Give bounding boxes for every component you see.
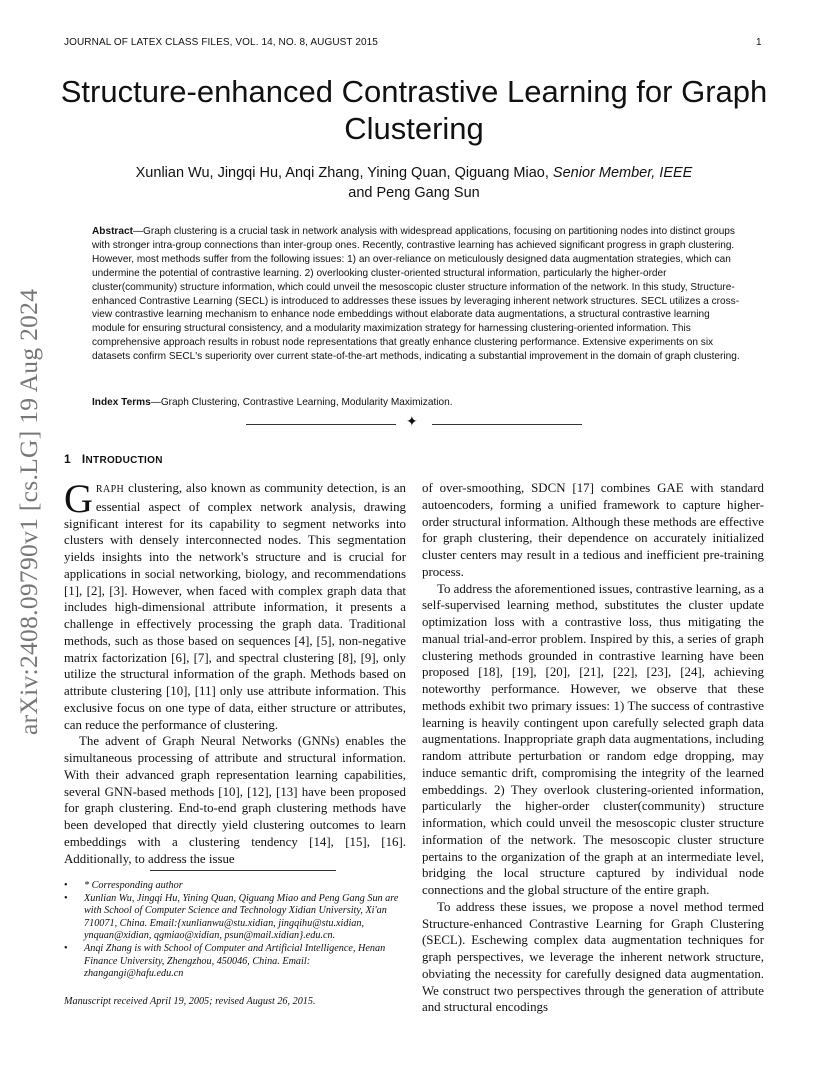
section-heading-introduction	[64, 452, 163, 466]
separator-rule-left	[246, 424, 396, 425]
footnotes	[64, 880, 406, 981]
index-terms-text: —Graph Clustering, Contrastive Learning, Modularity Maximization.	[150, 397, 453, 408]
page-number: 1	[756, 37, 762, 48]
footnote-rule	[150, 870, 336, 871]
right-text-column	[422, 480, 764, 1016]
arxiv-identifier-stamp[interactable]: arXiv:2408.09790v1 [cs.LG] 19 Aug 2024	[14, 288, 43, 735]
footnote-item: • Anqi Zhang is with School of Computer and Artificial Intelligence, Henan Finance University, Zhengzhou, 450046, China. Email: zhangangi@hafu.edu.cn	[64, 943, 406, 981]
author-last: and Peng Gang Sun	[348, 185, 480, 201]
section-title-initial: I	[81, 452, 86, 466]
abstract	[92, 225, 740, 364]
abstract-label: Abstract	[92, 226, 133, 237]
paragraph	[64, 476, 406, 733]
separator-rule-right	[432, 424, 582, 425]
footnote-item: • * Corresponding author	[64, 880, 406, 893]
section-title-rest: NTRODUCTION	[85, 455, 163, 466]
first-word-smallcaps: RAPH	[95, 484, 125, 495]
running-head: JOURNAL OF LATEX CLASS FILES, VOL. 14, NO. 8, AUGUST 2015	[64, 37, 378, 48]
index-terms	[92, 396, 740, 410]
separator-diamond-icon: ✦	[406, 415, 418, 430]
footnote-item: • Xunlian Wu, Jingqi Hu, Yining Quan, Qiguang Miao and Peng Gang Sun are with School of Computer Science and Technology Xidian University, Xi'an 710071, China. Email:{xunlianwu@stu.xidian, jingqihu@stu.xidian, ynquan@xidian, qgmiao@xidian, psun@mail.xidian}.edu.cn.	[64, 893, 406, 943]
index-terms-label: Index Terms	[92, 397, 151, 408]
author-list	[100, 163, 728, 203]
author-names: Xunlian Wu, Jingqi Hu, Anqi Zhang, Yining Quan, Qiguang Miao,	[135, 165, 549, 181]
author-role: Senior Member, IEEE	[552, 165, 693, 181]
paragraph: To address the aforementioned issues, contrastive learning, as a self-supervised learning method, substitutes the cluster update optimization loss with a contrastive loss, thus mitigating the manual trial-and-error problem. Inspired by this, a series of graph clustering methods grounded in contrastive learning have been proposed [18], [19], [20], [21], [22], [23], [24], achieving noteworthy performance. However, we observe that these methods exhibit two primary issues: 1) The success of contrastive learning is heavily contingent upon carefully selected graph data augmentations. Inappropriate graph data augmentations, including random attribute perturbation or random edge dropping, may induce semantic drift, compromising the integrity of the learned embeddings. 2) They overlook clustering-oriented information, particularly the higher-order cluster(community) structure information, which could unveil the mesoscopic cluster structure information of the network. The mesoscopic cluster structure pertains to the organization of the graph at an intermediate level, bridging the local structure captured by individual node connections and the global structure of the entire graph.	[422, 581, 764, 897]
manuscript-note: Manuscript received April 19, 2005; revised August 26, 2015.	[64, 996, 316, 1007]
paragraph: The advent of Graph Neural Networks (GNNs) enables the simultaneous processing of attribute and structural information. With their advanced graph representation learning capabilities, several GNN-based methods [10], [12], [13] have been proposed for graph clustering. End-to-end graph clustering methods have been developed that directly yield clustering outcomes to learn embeddings with a clustering tendency [14], [15], [16]. Additionally, to address the issue	[64, 734, 406, 866]
drop-cap: G	[64, 476, 93, 521]
abstract-text: —Graph clustering is a crucial task in network analysis with widespread applications, focusing on partitioning nodes into distinct groups with stronger intra-group connections than inter-group ones. Recently, contrastive learning has achieved significant progress in graph clustering. However, most methods suffer from the following issues: 1) an over-reliance on meticulously designed data augmentation strategies, which can undermine the potential of contrastive learning. 2) overlooking cluster-oriented structural information, particularly the higher-order cluster(community) structure information, which could unveil the mesoscopic cluster structure information of the network. In this study, Structure-enhanced Contrastive Learning (SECL) is introduced to addresses these issues by leveraging inherent network structures. SECL utilizes a cross-view contrastive learning mechanism to enhance node embeddings without elaborate data augmentations, a structural contrastive learning module for ensuring structural consistency, and a modularity maximization strategy for harnessing clustering-oriented information. This comprehensive approach results in robust node representations that greatly enhance clustering performance. Extensive experiments on six datasets confirm SECL's superiority over current state-of-the-art methods, indicating a substantial improvement in the domain of graph clustering.	[92, 226, 740, 363]
paragraph: To address these issues, we propose a novel method termed Structure-enhanced Contrastive Learning for Graph Clustering (SECL). Eschewing complex data augmentation techniques for graph perspectives, we leverage the inherent network structure, obviating the necessity for carefully designed data augmentation. We construct two perspectives through the generation of attribute and structural encodings	[422, 899, 764, 1015]
left-text-column	[64, 476, 406, 867]
paragraph: of over-smoothing, SDCN [17] combines GAE with standard autoencoders, forming a unified framework to capture higher-order structural information. Although these methods are effective for graph clustering, their dependence on accurately initialized cluster centers may result in a tedious and inefficient pre-training process.	[422, 481, 764, 579]
section-number: 1	[64, 452, 71, 466]
paragraph-text: clustering, also known as community detection, is an essential aspect of complex network analysis, drawing significant interest for its capability to segment networks into clusters with densely interconnected nodes. This segmentation yields insights into the network's structure and is crucial for applications in social networking, biology, and recommendations [1], [2], [3]. However, when faced with complex graph data that includes high-dimensional attribute information, it presents a challenge in effectively processing the graph data. Traditional methods, such as those based on sequences [4], [5], non-negative matrix factorization [6], [7], and spectral clustering [8], [9], only utilize the structural information of the graph. Methods based on attribute clustering [10], [11] only use attribute information. This exclusive focus on one type of data, either structure or attributes, can reduce the performance of clustering.	[64, 481, 406, 732]
paper-title: Structure-enhanced Contrastive Learning for Graph Clustering	[60, 74, 768, 146]
